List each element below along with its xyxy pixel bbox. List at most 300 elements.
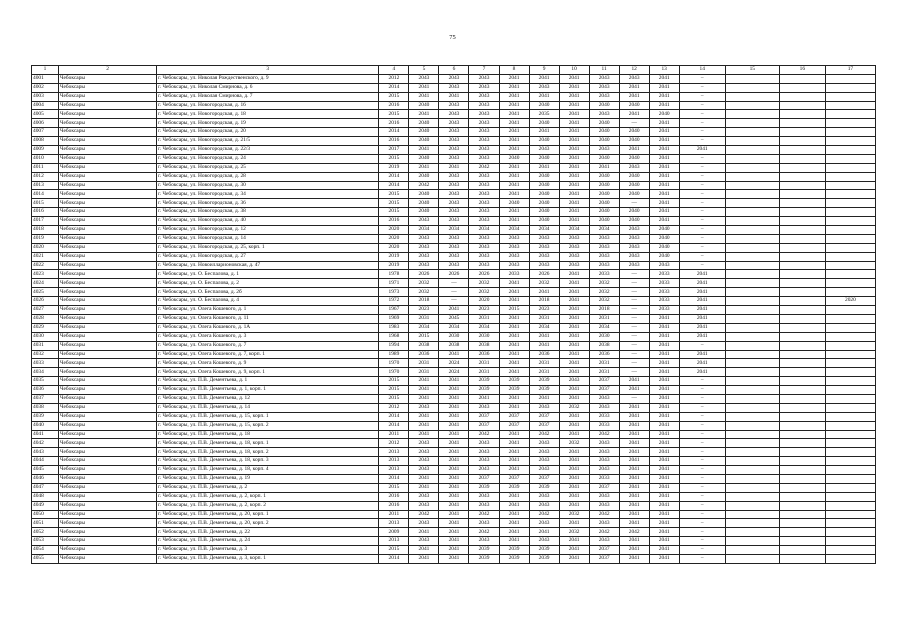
- row-number: 4010: [32, 154, 59, 163]
- cell-value: 2043: [469, 199, 499, 208]
- row-number: 4006: [32, 119, 59, 128]
- cell-value: 2041: [559, 181, 589, 190]
- address: г. Чебоксары, ул. П.В. Дементьева, д. 19: [157, 474, 379, 483]
- table-row: [32, 341, 876, 350]
- cell-value: [779, 172, 825, 181]
- address: г. Чебоксары, ул. О. Беспалова, д. 4: [157, 297, 379, 306]
- cell-value: –: [679, 546, 725, 555]
- cell-value: [825, 154, 875, 163]
- cell-value: 2041: [559, 288, 589, 297]
- cell-value: [779, 457, 825, 466]
- cell-value: 2041: [649, 190, 679, 199]
- cell-value: –: [679, 448, 725, 457]
- cell-value: 2043: [439, 110, 469, 119]
- row-number: 4015: [32, 199, 59, 208]
- cell-value: 2031: [529, 314, 559, 323]
- cell-value: –: [679, 199, 725, 208]
- cell-value: –: [679, 466, 725, 475]
- build-year: 2019: [379, 163, 409, 172]
- cell-value: [779, 261, 825, 270]
- cell-value: 2040: [589, 208, 619, 217]
- cell-value: 2037: [589, 554, 619, 563]
- settlement-name: Чебоксары: [59, 119, 157, 128]
- cell-value: –: [679, 412, 725, 421]
- cell-value: 2043: [589, 243, 619, 252]
- cell-value: 2043: [469, 466, 499, 475]
- address: г. Чебоксары, ул. П.В. Дементьева, д. 20, корп. 1: [157, 510, 379, 519]
- cell-value: 2043: [469, 128, 499, 137]
- settlement-name: Чебоксары: [59, 501, 157, 510]
- cell-value: 2040: [649, 243, 679, 252]
- cell-value: 2041: [499, 288, 529, 297]
- cell-value: 2041: [649, 386, 679, 395]
- cell-value: 2043: [559, 261, 589, 270]
- column-number: 15: [725, 66, 779, 75]
- cell-value: 2041: [439, 519, 469, 528]
- cell-value: [725, 386, 779, 395]
- cell-value: [825, 226, 875, 235]
- table-row: [32, 314, 876, 323]
- column-number: 6: [439, 66, 469, 75]
- cell-value: 2040: [589, 154, 619, 163]
- cell-value: [825, 332, 875, 341]
- cell-value: 2032: [589, 279, 619, 288]
- cell-value: [825, 519, 875, 528]
- cell-value: 2043: [439, 172, 469, 181]
- cell-value: 2043: [409, 501, 439, 510]
- cell-value: [725, 519, 779, 528]
- cell-value: 2018: [529, 297, 559, 306]
- cell-value: [825, 439, 875, 448]
- cell-value: [825, 270, 875, 279]
- table-row: [32, 474, 876, 483]
- settlement-name: Чебоксары: [59, 297, 157, 306]
- cell-value: 2043: [469, 181, 499, 190]
- cell-value: [779, 314, 825, 323]
- cell-value: 2041: [439, 394, 469, 403]
- row-number: 4038: [32, 403, 59, 412]
- cell-value: 2041: [559, 474, 589, 483]
- cell-value: 2043: [529, 252, 559, 261]
- cell-value: [779, 128, 825, 137]
- row-number: 4002: [32, 83, 59, 92]
- cell-value: 2041: [679, 359, 725, 368]
- cell-value: 2023: [469, 306, 499, 315]
- build-year: 2015: [379, 92, 409, 101]
- cell-value: 2040: [649, 234, 679, 243]
- table-row: [32, 554, 876, 563]
- cell-value: [779, 92, 825, 101]
- build-year: 2013: [379, 537, 409, 546]
- cell-value: –: [679, 483, 725, 492]
- cell-value: 2041: [469, 394, 499, 403]
- cell-value: [779, 110, 825, 119]
- cell-value: 2041: [649, 332, 679, 341]
- cell-value: [725, 270, 779, 279]
- table-row: [32, 279, 876, 288]
- address: г. Чебоксары, ул. П.В. Дементьева, д. 3: [157, 546, 379, 555]
- cell-value: 2040: [529, 181, 559, 190]
- cell-value: [779, 306, 825, 315]
- cell-value: [825, 83, 875, 92]
- cell-value: 2039: [499, 483, 529, 492]
- address: г. Чебоксары, ул. Новогородская, д. 28: [157, 172, 379, 181]
- cell-value: [779, 412, 825, 421]
- cell-value: [725, 457, 779, 466]
- address: г. Чебоксары, ул. Новогородская, д. 14: [157, 234, 379, 243]
- cell-value: –: [679, 537, 725, 546]
- row-number: 4054: [32, 546, 59, 555]
- cell-value: [825, 492, 875, 501]
- cell-value: 2042: [469, 528, 499, 537]
- housing-registry-table: [31, 65, 876, 564]
- build-year: 1971: [379, 279, 409, 288]
- cell-value: 2041: [649, 137, 679, 146]
- row-number: 4031: [32, 341, 59, 350]
- row-number: 4021: [32, 252, 59, 261]
- cell-value: 2040: [409, 190, 439, 199]
- cell-value: 2041: [439, 403, 469, 412]
- cell-value: 2041: [649, 208, 679, 217]
- settlement-name: Чебоксары: [59, 350, 157, 359]
- cell-value: 2040: [529, 137, 559, 146]
- cell-value: 2040: [409, 137, 439, 146]
- cell-value: 2038: [409, 341, 439, 350]
- cell-value: 2040: [529, 217, 559, 226]
- cell-value: [725, 350, 779, 359]
- address: г. Чебоксары, ул. Новогородская, д. 19: [157, 119, 379, 128]
- cell-value: –: [679, 492, 725, 501]
- cell-value: 2040: [499, 199, 529, 208]
- cell-value: 2037: [589, 386, 619, 395]
- cell-value: 2041: [529, 528, 559, 537]
- cell-value: 2037: [589, 377, 619, 386]
- cell-value: 2041: [649, 448, 679, 457]
- settlement-name: Чебоксары: [59, 341, 157, 350]
- table-row: [32, 368, 876, 377]
- cell-value: 2041: [649, 501, 679, 510]
- cell-value: [725, 226, 779, 235]
- table-row: [32, 217, 876, 226]
- cell-value: [825, 314, 875, 323]
- cell-value: [779, 474, 825, 483]
- cell-value: 2041: [649, 74, 679, 83]
- cell-value: [779, 279, 825, 288]
- cell-value: 2043: [469, 519, 499, 528]
- cell-value: [725, 483, 779, 492]
- settlement-name: Чебоксары: [59, 546, 157, 555]
- column-number: 12: [619, 66, 649, 75]
- cell-value: 2041: [649, 403, 679, 412]
- cell-value: —: [439, 288, 469, 297]
- cell-value: [825, 359, 875, 368]
- cell-value: 2040: [649, 252, 679, 261]
- cell-value: 2041: [619, 483, 649, 492]
- cell-value: 2034: [589, 226, 619, 235]
- cell-value: 2043: [529, 466, 559, 475]
- address: г. Чебоксары, ул. О. Беспалова, д. 2: [157, 279, 379, 288]
- cell-value: –: [679, 501, 725, 510]
- build-year: 2015: [379, 377, 409, 386]
- cell-value: 2034: [469, 323, 499, 332]
- build-year: 1967: [379, 306, 409, 315]
- cell-value: 2041: [559, 128, 589, 137]
- cell-value: 2041: [499, 172, 529, 181]
- cell-value: 2041: [619, 92, 649, 101]
- table-row: [32, 483, 876, 492]
- row-number: 4037: [32, 394, 59, 403]
- cell-value: [725, 74, 779, 83]
- cell-value: 2041: [559, 199, 589, 208]
- cell-value: [725, 359, 779, 368]
- cell-value: 2041: [649, 199, 679, 208]
- cell-value: 2041: [499, 163, 529, 172]
- address: г. Чебоксары, ул. П.В. Дементьева, д. 15, корп. 2: [157, 421, 379, 430]
- cell-value: 2041: [679, 146, 725, 155]
- cell-value: –: [679, 394, 725, 403]
- cell-value: 2034: [439, 226, 469, 235]
- row-number: 4055: [32, 554, 59, 563]
- cell-value: 2041: [559, 172, 589, 181]
- table-row: [32, 261, 876, 270]
- cell-value: –: [679, 234, 725, 243]
- cell-value: 2041: [439, 421, 469, 430]
- cell-value: 2032: [559, 403, 589, 412]
- cell-value: 2041: [499, 537, 529, 546]
- cell-value: 2041: [559, 492, 589, 501]
- cell-value: 2038: [469, 341, 499, 350]
- address: г. Чебоксары, ул. П.В. Дементьева, д. 18, корп. 4: [157, 466, 379, 475]
- table-row: [32, 466, 876, 475]
- cell-value: 2041: [439, 466, 469, 475]
- cell-value: 2041: [559, 190, 589, 199]
- address: г. Чебоксары, ул. П.В. Дементьева, д. 18, корп. 2: [157, 448, 379, 457]
- cell-value: 2033: [589, 421, 619, 430]
- cell-value: [825, 252, 875, 261]
- cell-value: 2041: [649, 439, 679, 448]
- build-year: 2013: [379, 466, 409, 475]
- cell-value: 2041: [559, 297, 589, 306]
- address: г. Чебоксары, ул. Новогородская, д. 40: [157, 217, 379, 226]
- cell-value: 2041: [439, 501, 469, 510]
- cell-value: [779, 154, 825, 163]
- cell-value: 2041: [649, 163, 679, 172]
- cell-value: 2041: [559, 110, 589, 119]
- cell-value: 2036: [589, 350, 619, 359]
- settlement-name: Чебоксары: [59, 261, 157, 270]
- address: г. Чебоксары, ул. П.В. Дементьева, д. 12: [157, 394, 379, 403]
- address: г. Чебоксары, ул. П.В. Дементьева, д. 18: [157, 430, 379, 439]
- cell-value: 2041: [649, 519, 679, 528]
- build-year: 2013: [379, 448, 409, 457]
- build-year: 2012: [379, 74, 409, 83]
- cell-value: 2040: [619, 172, 649, 181]
- settlement-name: Чебоксары: [59, 519, 157, 528]
- cell-value: [825, 350, 875, 359]
- cell-value: 2041: [529, 163, 559, 172]
- cell-value: 2041: [619, 501, 649, 510]
- cell-value: 2043: [439, 261, 469, 270]
- settlement-name: Чебоксары: [59, 368, 157, 377]
- cell-value: 2043: [469, 110, 499, 119]
- cell-value: 2041: [439, 350, 469, 359]
- settlement-name: Чебоксары: [59, 154, 157, 163]
- column-number: 8: [499, 66, 529, 75]
- settlement-name: Чебоксары: [59, 288, 157, 297]
- cell-value: 2041: [499, 332, 529, 341]
- cell-value: 2041: [499, 510, 529, 519]
- cell-value: 2043: [649, 261, 679, 270]
- cell-value: [825, 146, 875, 155]
- table-row: [32, 546, 876, 555]
- row-number: 4044: [32, 457, 59, 466]
- build-year: 2016: [379, 101, 409, 110]
- cell-value: 2041: [649, 128, 679, 137]
- cell-value: 2041: [559, 146, 589, 155]
- row-number: 4011: [32, 163, 59, 172]
- cell-value: 2043: [529, 439, 559, 448]
- table-row: [32, 234, 876, 243]
- settlement-name: Чебоксары: [59, 270, 157, 279]
- cell-value: –: [679, 92, 725, 101]
- cell-value: [825, 288, 875, 297]
- cell-value: –: [679, 208, 725, 217]
- cell-value: 2042: [409, 181, 439, 190]
- cell-value: 2041: [619, 146, 649, 155]
- cell-value: 2030: [469, 332, 499, 341]
- cell-value: 2043: [529, 492, 559, 501]
- cell-value: [825, 474, 875, 483]
- cell-value: 2033: [649, 288, 679, 297]
- cell-value: [725, 448, 779, 457]
- build-year: 2013: [379, 519, 409, 528]
- cell-value: 2043: [499, 252, 529, 261]
- cell-value: [725, 288, 779, 297]
- cell-value: 2041: [409, 554, 439, 563]
- build-year: 1994: [379, 341, 409, 350]
- cell-value: 2041: [499, 350, 529, 359]
- row-number: 4032: [32, 350, 59, 359]
- cell-value: 2040: [619, 217, 649, 226]
- settlement-name: Чебоксары: [59, 457, 157, 466]
- settlement-name: Чебоксары: [59, 208, 157, 217]
- cell-value: 2041: [559, 466, 589, 475]
- settlement-name: Чебоксары: [59, 226, 157, 235]
- cell-value: 2043: [469, 119, 499, 128]
- cell-value: 2041: [619, 403, 649, 412]
- cell-value: 2034: [439, 323, 469, 332]
- cell-value: 2032: [409, 288, 439, 297]
- cell-value: 2041: [619, 510, 649, 519]
- row-number: 4014: [32, 190, 59, 199]
- cell-value: [825, 217, 875, 226]
- cell-value: 2043: [499, 243, 529, 252]
- cell-value: [779, 146, 825, 155]
- cell-value: 2043: [409, 537, 439, 546]
- cell-value: 2041: [499, 83, 529, 92]
- cell-value: 2041: [619, 546, 649, 555]
- cell-value: [725, 466, 779, 475]
- settlement-name: Чебоксары: [59, 146, 157, 155]
- cell-value: [725, 146, 779, 155]
- cell-value: 2041: [499, 314, 529, 323]
- cell-value: [725, 554, 779, 563]
- cell-value: 2041: [559, 270, 589, 279]
- cell-value: 2043: [589, 466, 619, 475]
- cell-value: 2031: [589, 368, 619, 377]
- cell-value: [779, 163, 825, 172]
- cell-value: 2043: [619, 74, 649, 83]
- build-year: 2014: [379, 128, 409, 137]
- address: г. Чебоксары, ул. Новогородская, д. 21/5: [157, 137, 379, 146]
- cell-value: [779, 386, 825, 395]
- cell-value: –: [679, 519, 725, 528]
- cell-value: 2040: [649, 110, 679, 119]
- cell-value: 2037: [469, 412, 499, 421]
- cell-value: [725, 430, 779, 439]
- cell-value: 2036: [409, 350, 439, 359]
- cell-value: [779, 359, 825, 368]
- cell-value: 2041: [679, 350, 725, 359]
- cell-value: 2043: [439, 208, 469, 217]
- settlement-name: Чебоксары: [59, 252, 157, 261]
- cell-value: 2041: [499, 466, 529, 475]
- cell-value: [825, 412, 875, 421]
- address: г. Чебоксары, ул. П.В. Дементьева, д. 2: [157, 483, 379, 492]
- cell-value: [825, 128, 875, 137]
- cell-value: —: [619, 288, 649, 297]
- cell-value: 2018: [409, 297, 439, 306]
- cell-value: [779, 243, 825, 252]
- cell-value: 2043: [529, 501, 559, 510]
- table-row: [32, 501, 876, 510]
- row-number: 4004: [32, 101, 59, 110]
- cell-value: 2040: [529, 190, 559, 199]
- cell-value: [779, 323, 825, 332]
- cell-value: 2043: [529, 448, 559, 457]
- cell-value: —: [619, 297, 649, 306]
- cell-value: [825, 261, 875, 270]
- address: г. Чебоксары, ул. Новогородская, д. 30: [157, 181, 379, 190]
- cell-value: [725, 439, 779, 448]
- cell-value: 2043: [589, 74, 619, 83]
- settlement-name: Чебоксары: [59, 92, 157, 101]
- build-year: 2014: [379, 181, 409, 190]
- cell-value: 2040: [589, 128, 619, 137]
- cell-value: 2040: [529, 172, 559, 181]
- cell-value: 2034: [529, 323, 559, 332]
- cell-value: 2041: [529, 288, 559, 297]
- settlement-name: Чебоксары: [59, 448, 157, 457]
- cell-value: –: [679, 128, 725, 137]
- build-year: 2016: [379, 119, 409, 128]
- cell-value: [825, 510, 875, 519]
- cell-value: 2041: [679, 332, 725, 341]
- cell-value: 2041: [649, 172, 679, 181]
- cell-value: 2041: [649, 119, 679, 128]
- address: г. Чебоксары, ул. Новогородская, д. 12: [157, 226, 379, 235]
- cell-value: [825, 101, 875, 110]
- cell-value: –: [679, 377, 725, 386]
- cell-value: –: [679, 226, 725, 235]
- table-row: [32, 439, 876, 448]
- cell-value: 2042: [619, 528, 649, 537]
- cell-value: —: [439, 279, 469, 288]
- cell-value: 2043: [589, 492, 619, 501]
- row-number: 4046: [32, 474, 59, 483]
- cell-value: [779, 190, 825, 199]
- cell-value: 2043: [439, 190, 469, 199]
